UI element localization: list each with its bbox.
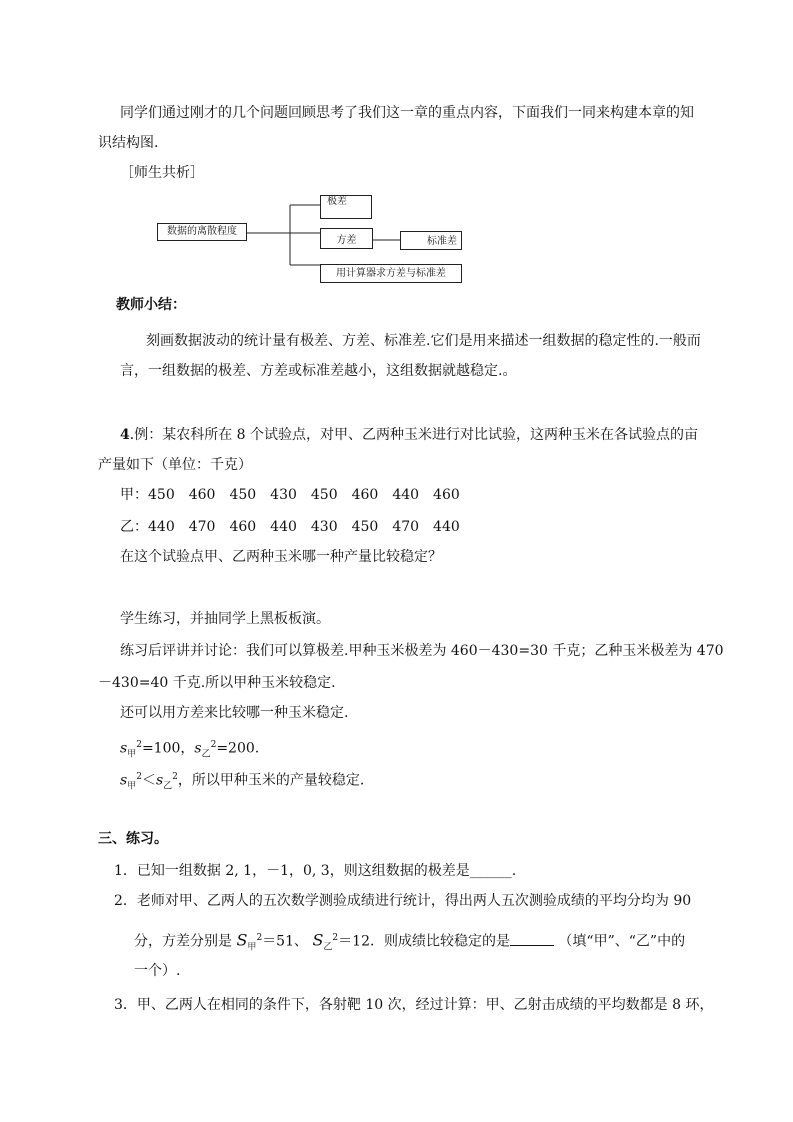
question-1-blank[interactable]: ______: [469, 863, 512, 879]
diagram-stddev-box: [400, 231, 462, 250]
diagram-calculator-label: 用计算器求方差与标准差: [336, 268, 446, 279]
section-tag: ［师生共析］: [120, 165, 204, 181]
diagram-variance-box: [320, 228, 373, 249]
example-jia-data: 甲：450 460 450 430 450 460 440 460: [120, 487, 460, 503]
question-2-line-1: 2．老师对甲、乙两人的五次数学测验成绩进行统计，得出两人五次测验成绩的平均分均为 90: [114, 893, 692, 909]
diagram-stddev-label: 标准差: [427, 236, 457, 247]
diagram-range-box: [320, 195, 372, 219]
question-2-blank[interactable]: [510, 931, 554, 946]
practice-line-2: 练习后评讲并讨论：我们可以算极差.甲种玉米极差为 460－430=30 千克；乙种玉米极差为 470: [120, 643, 724, 659]
variance-values: $s_甲^2=100$，$s_乙^2=200$.: [120, 740, 260, 760]
intro-line-2: 识结构图.: [98, 135, 159, 151]
variance-conclusion: $s_甲^2<s_乙^2$，所以甲种玉米的产量较稳定.: [120, 772, 365, 792]
summary-title: 教师小结：: [116, 297, 186, 313]
practice-line-1: 学生练习，并抽同学上黑板板演。: [120, 611, 330, 627]
summary-line-2: 言，一组数据的极差、方差或标准差越小，这组数据就越稳定.。: [120, 363, 517, 379]
diagram-root-box: [157, 223, 247, 241]
example-yi-data: 乙：440 470 460 440 430 450 470 440: [120, 519, 460, 535]
diagram-variance-label: 方差: [336, 235, 357, 246]
summary-line-1: 刻画数据波动的统计量有极差、方差、标准差.它们是用来描述一组数据的稳定性的.一般而: [146, 333, 701, 349]
example-line-2: 产量如下（单位：千克）: [98, 457, 252, 473]
example-question: 在这个试验点甲、乙两种玉米哪一种产量比较稳定？: [120, 549, 442, 565]
example-line-1: [120, 426, 698, 444]
practice-line-4: 还可以用方差来比较哪一种玉米稳定.: [120, 705, 349, 721]
question-1: 1．已知一组数据 2, 1，－1，0, 3，则这组数据的极差是______.: [114, 863, 517, 879]
example-text: .例：某农科所在 8 个试验点，对甲、乙两种玉米进行对比试验，这两种玉米在各试验点的亩: [129, 427, 699, 443]
diagram-calculator-box: [320, 264, 462, 283]
practice-line-3: －430=40 千克.所以甲种玉米较稳定.: [98, 675, 336, 691]
section-3-title: 三、练习。: [98, 831, 168, 847]
example-number: 4: [120, 427, 130, 443]
diagram-root-label: 数据的离散程度: [167, 226, 237, 237]
intro-line-1: 同学们通过刚才的几个问题回顾思考了我们这一章的重点内容，下面我们一同来构建本章的知: [120, 105, 694, 121]
diagram-range-label: 极差: [327, 196, 347, 207]
question-2-line-2: 分，方差分别是 $S_甲^2=51$、 $S_乙^2=12$．则成绩比较稳定的是 （填“甲”、“乙”中的: [134, 930, 686, 953]
question-3: 3．甲、乙两人在相同的条件下，各射靶 10 次，经过计算：甲、乙射击成绩的平均数都是 8 环，: [114, 997, 714, 1013]
question-2-line-3: 一个）.: [134, 963, 181, 979]
